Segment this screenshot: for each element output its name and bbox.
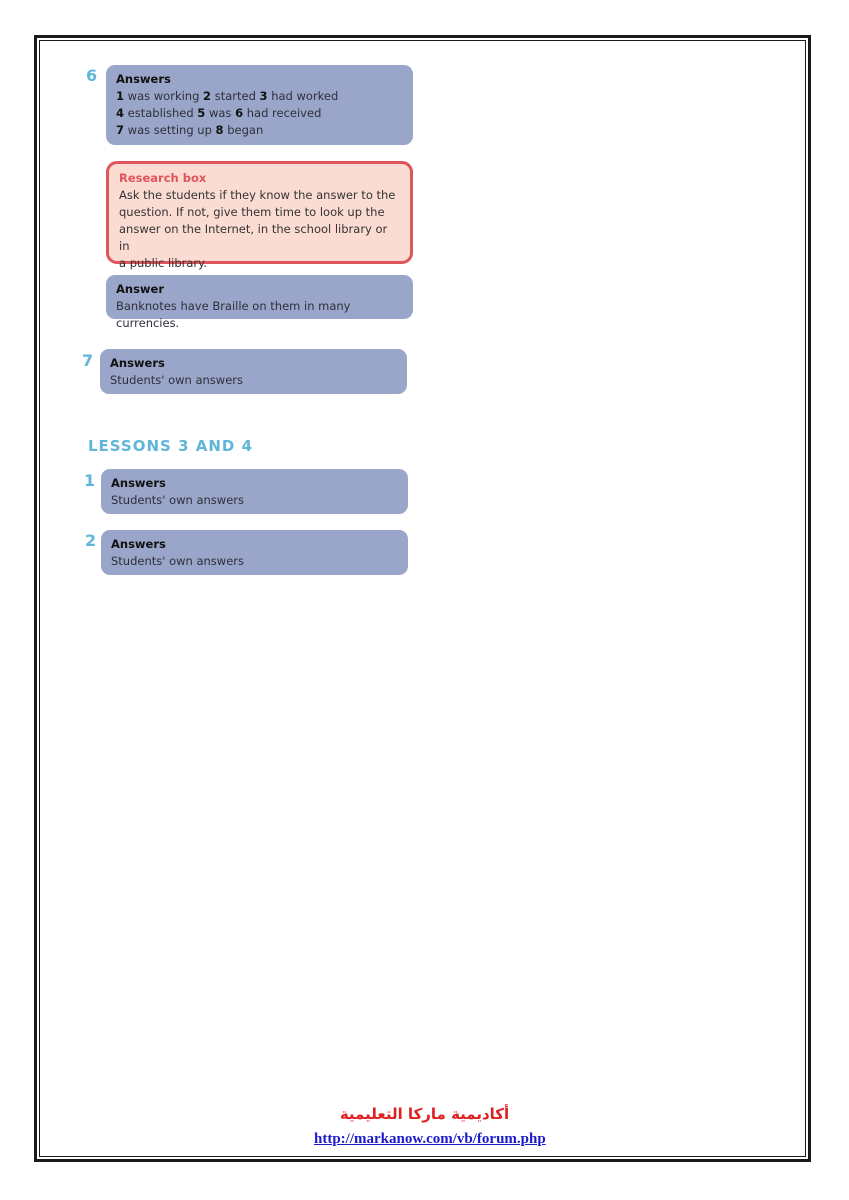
answer-box-6 (106, 275, 413, 330)
research-line: question. If not, give them time to look up the (119, 205, 385, 219)
answers-box-2 (101, 530, 408, 575)
exercise-number-7: 7 (82, 351, 94, 370)
answers-line-1: 1 was working 2 started 3 had worked (116, 89, 339, 103)
answers-text: Students' own answers (110, 373, 243, 387)
answers-text: Students' own answers (111, 554, 244, 568)
research-box (106, 161, 413, 270)
section-title: LESSONS 3 AND 4 (88, 437, 253, 455)
research-line: answer on the Internet, in the school library or in (119, 222, 388, 253)
answer-text: Banknotes have Braille on them in many currencies. (116, 299, 351, 330)
exercise-number-1: 1 (84, 471, 96, 490)
exercise-number-2: 2 (85, 531, 97, 550)
footer-academy-name: أكاديمية ماركا التعليمية (339, 1105, 510, 1123)
answers-line-3: 7 was setting up 8 began (116, 123, 264, 137)
research-line: Ask the students if they know the answer to the (119, 188, 396, 202)
answers-heading: Answers (111, 537, 166, 551)
answers-box-1 (101, 469, 408, 514)
footer-forum-link[interactable]: http://markanow.com/vb/forum.php (314, 1131, 546, 1147)
answers-box-6 (106, 65, 413, 145)
answers-heading: Answers (110, 356, 165, 370)
answer-heading: Answer (116, 282, 165, 296)
exercise-number-6: 6 (86, 66, 98, 85)
answers-text: Students' own answers (111, 493, 244, 507)
research-line: a public library. (119, 256, 207, 270)
research-box-heading: Research box (119, 171, 207, 185)
answers-box-7 (100, 349, 407, 394)
answers-heading: Answers (111, 476, 166, 490)
answers-heading: Answers (116, 72, 171, 86)
answers-line-2: 4 established 5 was 6 had received (116, 106, 322, 120)
